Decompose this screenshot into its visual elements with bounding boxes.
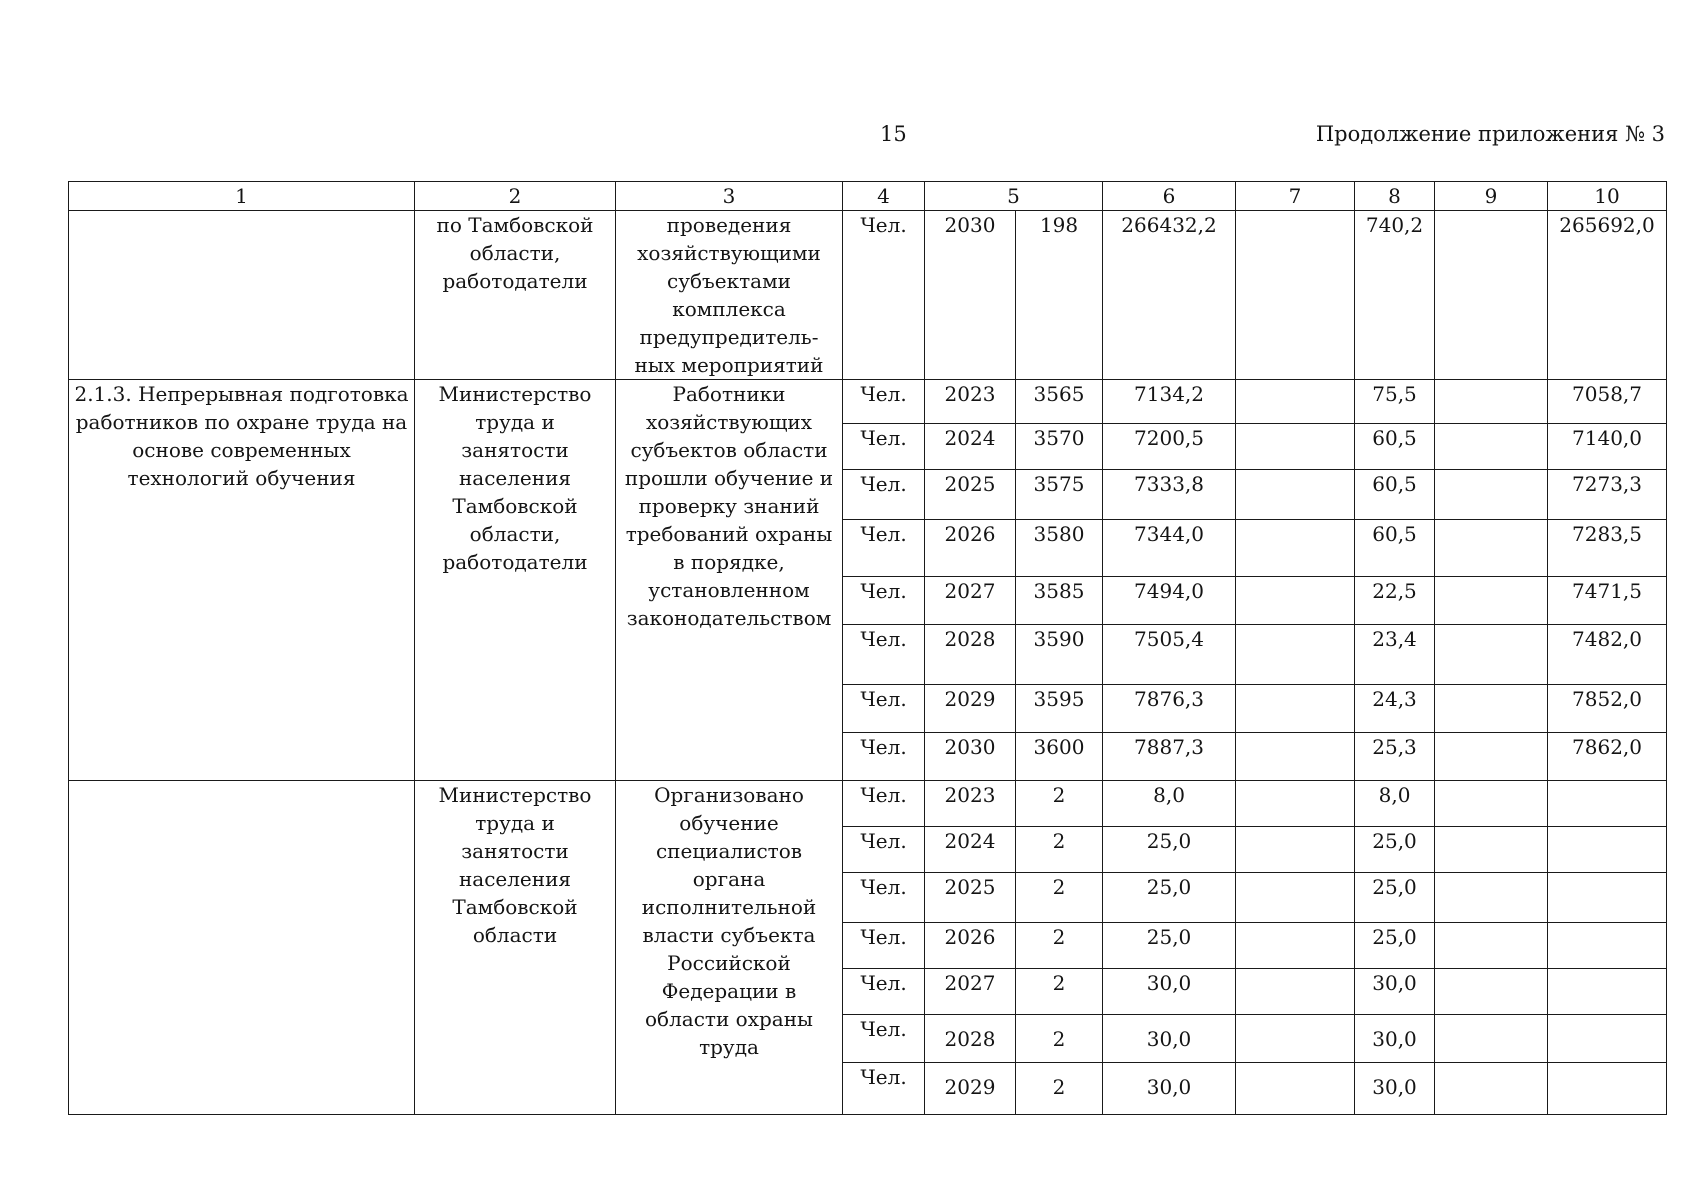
col8-cell: 60,5	[1355, 470, 1435, 520]
col7-cell	[1236, 827, 1355, 873]
col7-cell	[1236, 923, 1355, 969]
quantity-cell: 3580	[1016, 520, 1103, 577]
col7-cell	[1236, 577, 1355, 625]
year-cell: 2026	[925, 923, 1016, 969]
unit-cell: Чел.	[843, 424, 925, 470]
col8-cell: 8,0	[1355, 781, 1435, 827]
unit-cell: Чел.	[843, 827, 925, 873]
col9-cell	[1435, 1015, 1548, 1063]
col10-cell: 7283,5	[1548, 520, 1667, 577]
col7-cell	[1236, 685, 1355, 733]
total-cell: 7333,8	[1103, 470, 1236, 520]
unit-cell: Чел.	[843, 733, 925, 781]
column-number: 7	[1236, 182, 1355, 211]
quantity-cell: 3565	[1016, 380, 1103, 424]
col9-cell	[1435, 1063, 1548, 1115]
col7-cell	[1236, 781, 1355, 827]
unit-cell: Чел.	[843, 1015, 925, 1063]
result-cell: Организовано обучение специалистов органа исполнительной власти субъекта Российской Федерации в области охраны труда	[616, 781, 843, 1115]
total-cell: 25,0	[1103, 923, 1236, 969]
unit-cell: Чел.	[843, 873, 925, 923]
col10-cell: 7482,0	[1548, 625, 1667, 685]
executor-cell: Министерство труда и занятости населения Тамбовской области, работодатели	[415, 380, 616, 781]
quantity-cell: 2	[1016, 1015, 1103, 1063]
year-cell: 2023	[925, 781, 1016, 827]
total-cell: 7134,2	[1103, 380, 1236, 424]
col9-cell	[1435, 470, 1548, 520]
unit-cell: Чел.	[843, 470, 925, 520]
col10-cell: 7058,7	[1548, 380, 1667, 424]
unit-cell: Чел.	[843, 685, 925, 733]
col9-cell	[1435, 923, 1548, 969]
col10-cell	[1548, 923, 1667, 969]
column-number: 1	[69, 182, 415, 211]
total-cell: 25,0	[1103, 827, 1236, 873]
col10-cell: 7471,5	[1548, 577, 1667, 625]
year-cell: 2024	[925, 424, 1016, 470]
appendix-table	[68, 181, 1667, 1115]
quantity-cell: 2	[1016, 969, 1103, 1015]
col7-cell	[1236, 470, 1355, 520]
col7-cell	[1236, 520, 1355, 577]
measure-cell: 2.1.3. Непрерывная подготовка работников по охране труда на основе современных технологий обучения	[69, 380, 415, 781]
col10-cell	[1548, 1063, 1667, 1115]
year-cell: 2025	[925, 873, 1016, 923]
table-row	[69, 211, 1667, 380]
column-number: 6	[1103, 182, 1236, 211]
col8-cell: 25,0	[1355, 827, 1435, 873]
measure-cell	[69, 781, 415, 1115]
unit-cell: Чел.	[843, 969, 925, 1015]
unit-cell: Чел.	[843, 520, 925, 577]
col8-cell: 23,4	[1355, 625, 1435, 685]
col8-cell: 22,5	[1355, 577, 1435, 625]
col10-cell	[1548, 827, 1667, 873]
table-row	[69, 380, 1667, 424]
executor-cell: Министерство труда и занятости населения Тамбовской области	[415, 781, 616, 1115]
col10-cell: 7852,0	[1548, 685, 1667, 733]
measure-cell-empty	[69, 211, 415, 380]
col9-cell	[1435, 625, 1548, 685]
col9-cell	[1435, 577, 1548, 625]
col9-cell	[1435, 520, 1548, 577]
unit-cell: Чел.	[843, 1063, 925, 1115]
quantity-cell: 2	[1016, 1063, 1103, 1115]
col8-cell: 30,0	[1355, 1063, 1435, 1115]
col7-cell	[1236, 873, 1355, 923]
col8-cell: 25,0	[1355, 873, 1435, 923]
col10-cell: 7140,0	[1548, 424, 1667, 470]
column-number: 5	[925, 182, 1103, 211]
col10-cell	[1548, 1015, 1667, 1063]
column-number: 10	[1548, 182, 1667, 211]
col10-cell: 7862,0	[1548, 733, 1667, 781]
page-number: 15	[880, 122, 907, 146]
column-number: 3	[616, 182, 843, 211]
quantity-cell: 2	[1016, 873, 1103, 923]
quantity-cell: 198	[1016, 211, 1103, 380]
col10-cell: 7273,3	[1548, 470, 1667, 520]
unit-cell: Чел.	[843, 211, 925, 380]
quantity-cell: 3600	[1016, 733, 1103, 781]
col7-cell	[1236, 625, 1355, 685]
col9-cell	[1435, 873, 1548, 923]
quantity-cell: 3590	[1016, 625, 1103, 685]
total-cell: 7494,0	[1103, 577, 1236, 625]
col8-cell: 75,5	[1355, 380, 1435, 424]
column-number: 2	[415, 182, 616, 211]
year-cell: 2029	[925, 685, 1016, 733]
year-cell: 2025	[925, 470, 1016, 520]
unit-cell: Чел.	[843, 781, 925, 827]
total-cell: 7200,5	[1103, 424, 1236, 470]
col9-cell	[1435, 969, 1548, 1015]
col10-cell: 265692,0	[1548, 211, 1667, 380]
executor-cell: по Тамбовской области, работодатели	[415, 211, 616, 380]
col9-cell	[1435, 733, 1548, 781]
col9-cell	[1435, 685, 1548, 733]
year-cell: 2027	[925, 969, 1016, 1015]
total-cell: 7887,3	[1103, 733, 1236, 781]
year-cell: 2030	[925, 733, 1016, 781]
col8-cell: 30,0	[1355, 1015, 1435, 1063]
col8-cell: 740,2	[1355, 211, 1435, 380]
col7-cell	[1236, 1063, 1355, 1115]
col10-cell	[1548, 781, 1667, 827]
total-cell: 7876,3	[1103, 685, 1236, 733]
col9-cell	[1435, 781, 1548, 827]
year-cell: 2028	[925, 625, 1016, 685]
total-cell: 30,0	[1103, 1063, 1236, 1115]
unit-cell: Чел.	[843, 380, 925, 424]
year-cell: 2027	[925, 577, 1016, 625]
col7-cell	[1236, 424, 1355, 470]
col7-cell	[1236, 380, 1355, 424]
unit-cell: Чел.	[843, 625, 925, 685]
total-cell: 30,0	[1103, 1015, 1236, 1063]
year-cell: 2030	[925, 211, 1016, 380]
total-cell: 30,0	[1103, 969, 1236, 1015]
col7-cell	[1236, 1015, 1355, 1063]
quantity-cell: 2	[1016, 827, 1103, 873]
total-cell: 266432,2	[1103, 211, 1236, 380]
col9-cell	[1435, 380, 1548, 424]
col10-cell	[1548, 969, 1667, 1015]
table-row	[69, 781, 1667, 827]
year-cell: 2029	[925, 1063, 1016, 1115]
col8-cell: 60,5	[1355, 424, 1435, 470]
col8-cell: 60,5	[1355, 520, 1435, 577]
result-cell: проведения хозяйствующими субъектами комплекса предупредитель-ных мероприятий	[616, 211, 843, 380]
col8-cell: 25,0	[1355, 923, 1435, 969]
total-cell: 25,0	[1103, 873, 1236, 923]
col9-cell	[1435, 211, 1548, 380]
unit-cell: Чел.	[843, 923, 925, 969]
column-number-row	[69, 182, 1667, 211]
quantity-cell: 3585	[1016, 577, 1103, 625]
quantity-cell: 3575	[1016, 470, 1103, 520]
result-cell: Работники хозяйствующих субъектов области прошли обучение и проверку знаний требований охраны в порядке, установленном законодательством	[616, 380, 843, 781]
col7-cell	[1236, 733, 1355, 781]
col7-cell	[1236, 211, 1355, 380]
column-number: 9	[1435, 182, 1548, 211]
quantity-cell: 3570	[1016, 424, 1103, 470]
year-cell: 2023	[925, 380, 1016, 424]
quantity-cell: 3595	[1016, 685, 1103, 733]
unit-cell: Чел.	[843, 577, 925, 625]
year-cell: 2026	[925, 520, 1016, 577]
col8-cell: 25,3	[1355, 733, 1435, 781]
col9-cell	[1435, 424, 1548, 470]
total-cell: 7344,0	[1103, 520, 1236, 577]
total-cell: 8,0	[1103, 781, 1236, 827]
total-cell: 7505,4	[1103, 625, 1236, 685]
col10-cell	[1548, 873, 1667, 923]
col9-cell	[1435, 827, 1548, 873]
quantity-cell: 2	[1016, 923, 1103, 969]
column-number: 4	[843, 182, 925, 211]
year-cell: 2024	[925, 827, 1016, 873]
quantity-cell: 2	[1016, 781, 1103, 827]
col8-cell: 30,0	[1355, 969, 1435, 1015]
col7-cell	[1236, 969, 1355, 1015]
appendix-note: Продолжение приложения № 3	[1315, 122, 1665, 146]
year-cell: 2028	[925, 1015, 1016, 1063]
column-number: 8	[1355, 182, 1435, 211]
col8-cell: 24,3	[1355, 685, 1435, 733]
